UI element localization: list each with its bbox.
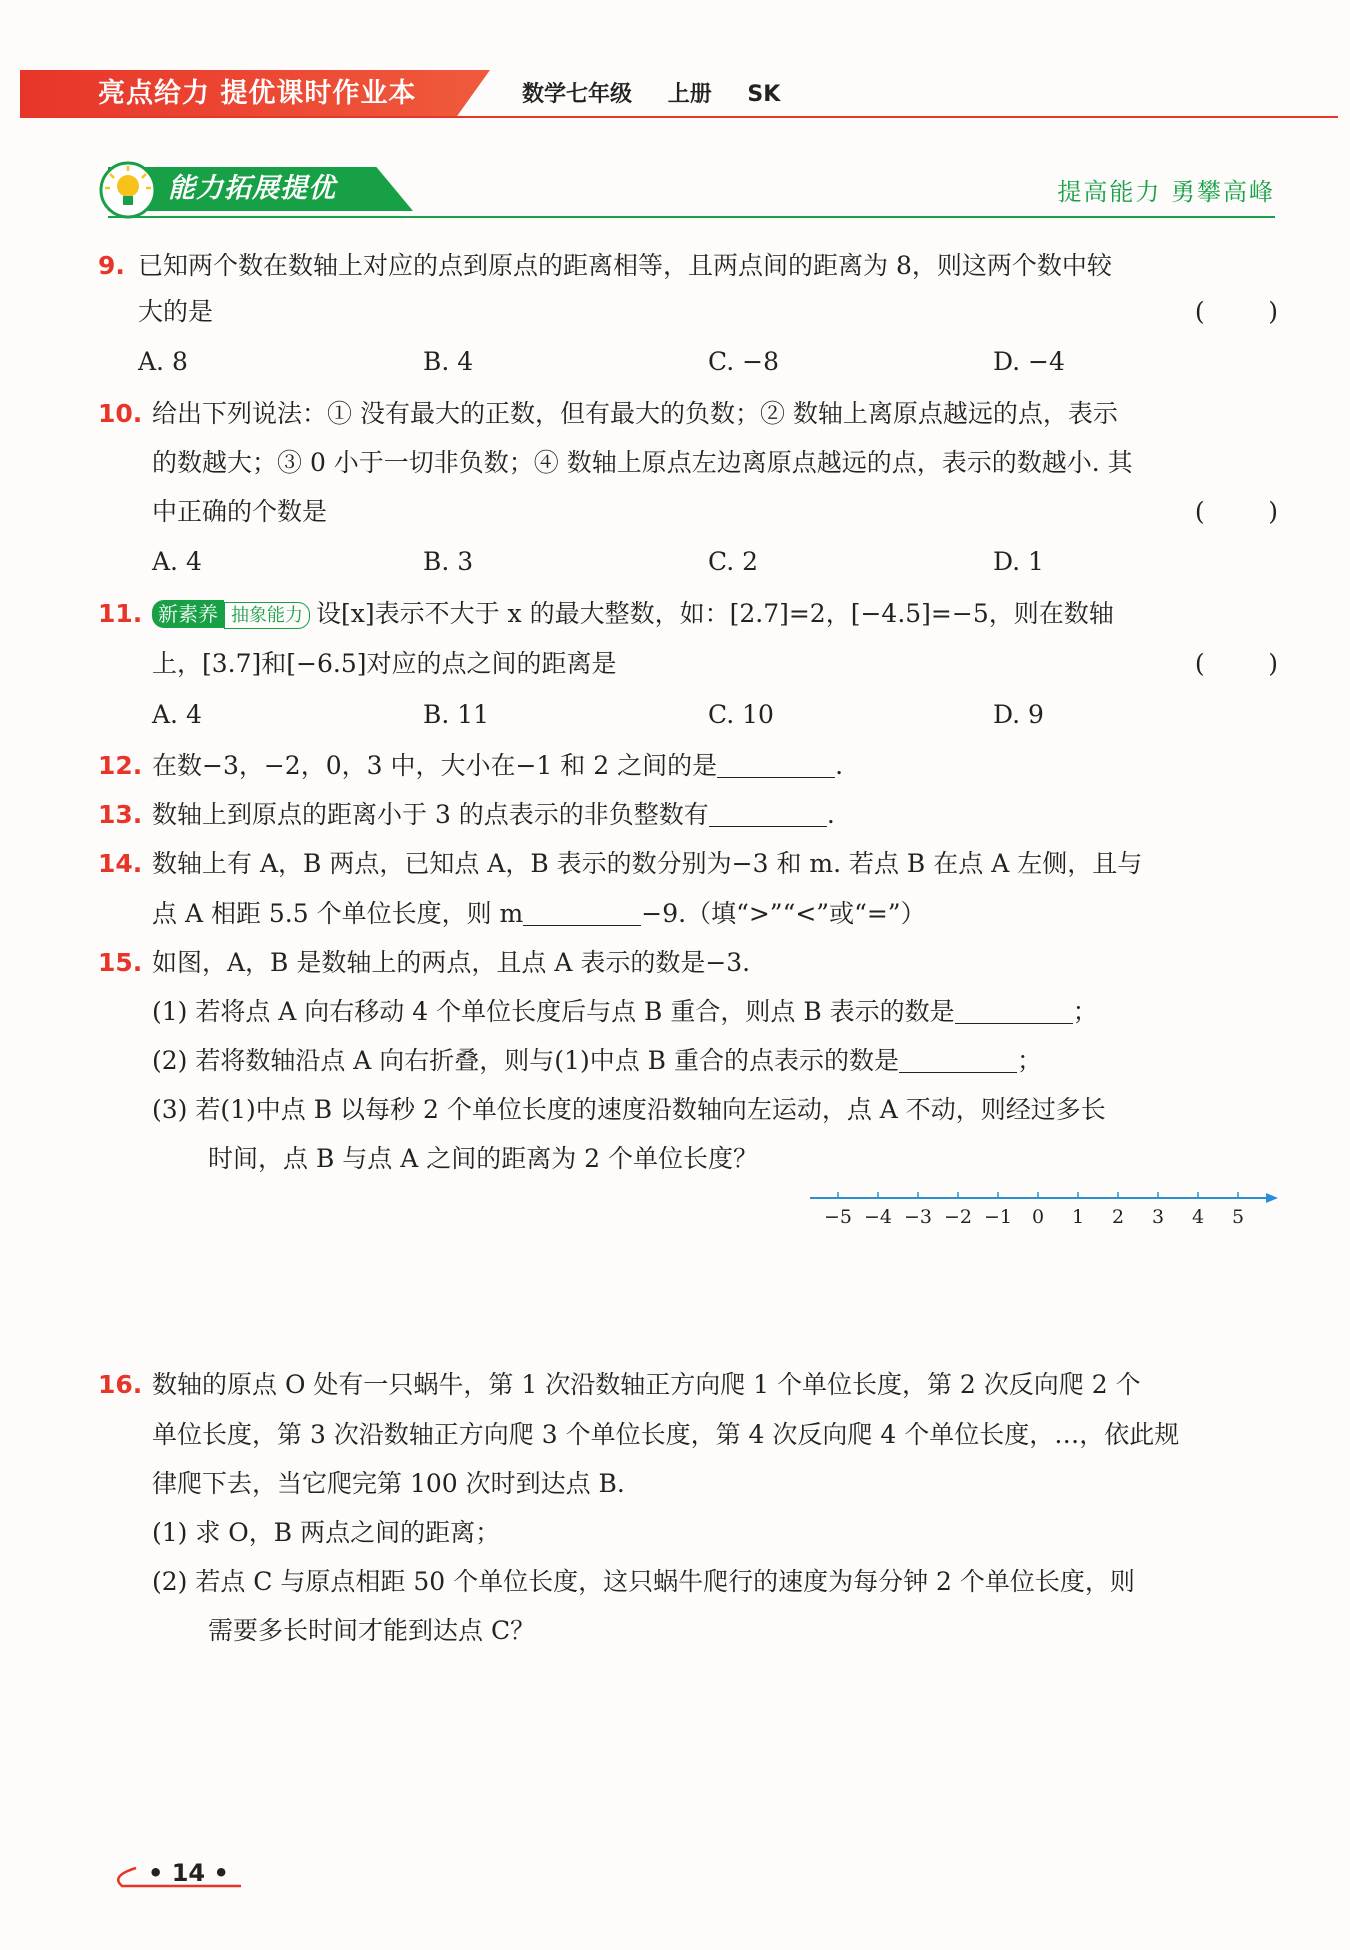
sub-question-3: (3) 若(1)中点 B 以每秒 2 个单位长度的速度沿数轴向左运动，点 A 不动，则经过多长 <box>152 1095 1106 1124</box>
question-text: (2) 若将数轴沿点 A 向右折叠，则与(1)中点 B 重合的点表示的数是 <box>152 1046 899 1075</box>
answer-blank <box>955 997 1073 1024</box>
question-text: 设[x]表示不大于 x 的最大整数，如：[2.7]=2，[−4.5]=−5，则在数轴 <box>316 599 1114 628</box>
number-line-tick-label: 3 <box>1151 1206 1165 1228</box>
page-number: • 14 • <box>148 1859 229 1887</box>
option-a: A. 4 <box>152 547 202 576</box>
answer-blank <box>717 751 835 778</box>
question-text: 已知两个数在数轴上对应的点到原点的距离相等，且两点间的距离为 8，则这两个数中较 <box>138 251 1112 280</box>
lightbulb-icon <box>98 160 158 220</box>
question-number: 13. <box>98 800 143 829</box>
question-text-line <box>152 596 1114 632</box>
header-brand: 亮点给力 提优课时作业本 <box>98 78 417 109</box>
answer-blank <box>523 899 641 926</box>
sub-question-2 <box>152 1043 1042 1079</box>
literacy-tag: 新素养 <box>152 600 224 628</box>
answer-parentheses: ( ) <box>1194 497 1278 526</box>
question-text-end: −9.（填“>”“<”或“=”） <box>641 899 926 928</box>
question-number: 16. <box>98 1370 143 1399</box>
sub-question-2: (2) 若点 C 与原点相距 50 个单位长度，这只蜗牛爬行的速度为每分钟 2 个单位长度，则 <box>152 1567 1135 1596</box>
question-number: 15. <box>98 948 143 977</box>
section-motto: 提高能力 勇攀高峰 <box>1057 178 1275 206</box>
question-text: 上，[3.7]和[−6.5]对应的点之间的距离是 <box>152 649 617 678</box>
option-d: D. −4 <box>993 347 1065 376</box>
header-rule <box>20 116 1338 118</box>
number-line-tick-label: 2 <box>1111 1206 1125 1228</box>
number-line-arrow <box>1266 1193 1278 1203</box>
header-subject-info <box>522 78 808 112</box>
question-number: 14. <box>98 849 143 878</box>
sub-question-1: (1) 求 O，B 两点之间的距离； <box>152 1518 501 1547</box>
question-number: 11. <box>98 599 143 628</box>
section-rule <box>108 216 1275 218</box>
header-subject: 数学七年级 <box>522 82 633 107</box>
question-text: 大的是 <box>138 297 214 326</box>
ability-tag: 抽象能力 <box>224 602 310 629</box>
number-line-tick-label: −3 <box>903 1206 933 1228</box>
sub-question-1 <box>152 994 1098 1030</box>
question-text-end: ； <box>1072 997 1098 1026</box>
option-c: C. 10 <box>708 700 774 729</box>
option-d: D. 9 <box>993 700 1044 729</box>
question-text: (1) 若将点 A 向右移动 4 个单位长度后与点 B 重合，则点 B 表示的数是 <box>152 997 955 1026</box>
number-line-tick-label: −5 <box>823 1206 853 1228</box>
question-text: 中正确的个数是 <box>152 497 328 526</box>
question-text: 如图，A，B 是数轴上的两点，且点 A 表示的数是−3. <box>152 948 751 977</box>
question-text-line <box>152 896 926 932</box>
question-text-end: . <box>835 751 844 780</box>
question-number: 9. <box>98 251 125 280</box>
number-line-tick-label: 4 <box>1191 1206 1205 1228</box>
option-c: C. −8 <box>708 347 779 376</box>
option-b: B. 3 <box>423 547 474 576</box>
question-number: 10. <box>98 399 143 428</box>
question-text-end: ； <box>1017 1046 1043 1075</box>
number-line-tick-label: 0 <box>1031 1206 1045 1228</box>
answer-blank <box>709 800 827 827</box>
header-edition: SK <box>747 82 781 107</box>
question-text: 数轴的原点 O 处有一只蜗牛，第 1 次沿数轴正方向爬 1 个单位长度，第 2 次反向爬 2 个 <box>152 1370 1141 1399</box>
question-text: 单位长度，第 3 次沿数轴正方向爬 3 个单位长度，第 4 次反向爬 4 个单位长度，…，依此规 <box>152 1420 1180 1449</box>
question-text-end: . <box>826 800 835 829</box>
number-line-tick-label: −2 <box>943 1206 973 1228</box>
question-text-line <box>152 797 835 833</box>
option-c: C. 2 <box>708 547 759 576</box>
number-line-tick-label: −4 <box>863 1206 893 1228</box>
answer-parentheses: ( ) <box>1194 649 1278 678</box>
question-text: 点 A 相距 5.5 个单位长度，则 m <box>152 899 524 928</box>
question-text: 数轴上到原点的距离小于 3 的点表示的非负整数有 <box>152 800 709 829</box>
question-text: 数轴上有 A，B 两点，已知点 A，B 表示的数分别为−3 和 m. 若点 B 在点 A 左侧，且与 <box>152 849 1143 878</box>
sub-question-3-cont: 时间，点 B 与点 A 之间的距离为 2 个单位长度？ <box>208 1144 759 1173</box>
question-text-line <box>152 748 843 784</box>
number-line-tick-label: 5 <box>1231 1206 1245 1228</box>
option-b: B. 4 <box>423 347 474 376</box>
question-text: 在数−3，−2，0，3 中，大小在−1 和 2 之间的是 <box>152 751 718 780</box>
answer-blank <box>899 1046 1017 1073</box>
header-volume: 上册 <box>667 82 712 107</box>
option-d: D. 1 <box>993 547 1044 576</box>
question-number: 12. <box>98 751 143 780</box>
option-a: A. 8 <box>138 347 188 376</box>
question-text: 的数越大；③ 0 小于一切非负数；④ 数轴上原点左边离原点越远的点，表示的数越小. 其 <box>152 448 1133 477</box>
number-line-tick-label: −1 <box>983 1206 1013 1228</box>
question-text: 给出下列说法：① 没有最大的正数，但有最大的负数；② 数轴上离原点越远的点，表示 <box>152 399 1118 428</box>
section-title: 能力拓展提优 <box>168 173 336 204</box>
sub-question-2-cont: 需要多长时间才能到达点 C？ <box>208 1616 536 1645</box>
question-text: 律爬下去，当它爬完第 100 次时到达点 B. <box>152 1469 625 1498</box>
option-b: B. 11 <box>423 700 490 729</box>
answer-parentheses: ( ) <box>1194 297 1278 326</box>
number-line-figure <box>808 1188 1278 1238</box>
number-line-tick-label: 1 <box>1071 1206 1085 1228</box>
option-a: A. 4 <box>152 700 202 729</box>
